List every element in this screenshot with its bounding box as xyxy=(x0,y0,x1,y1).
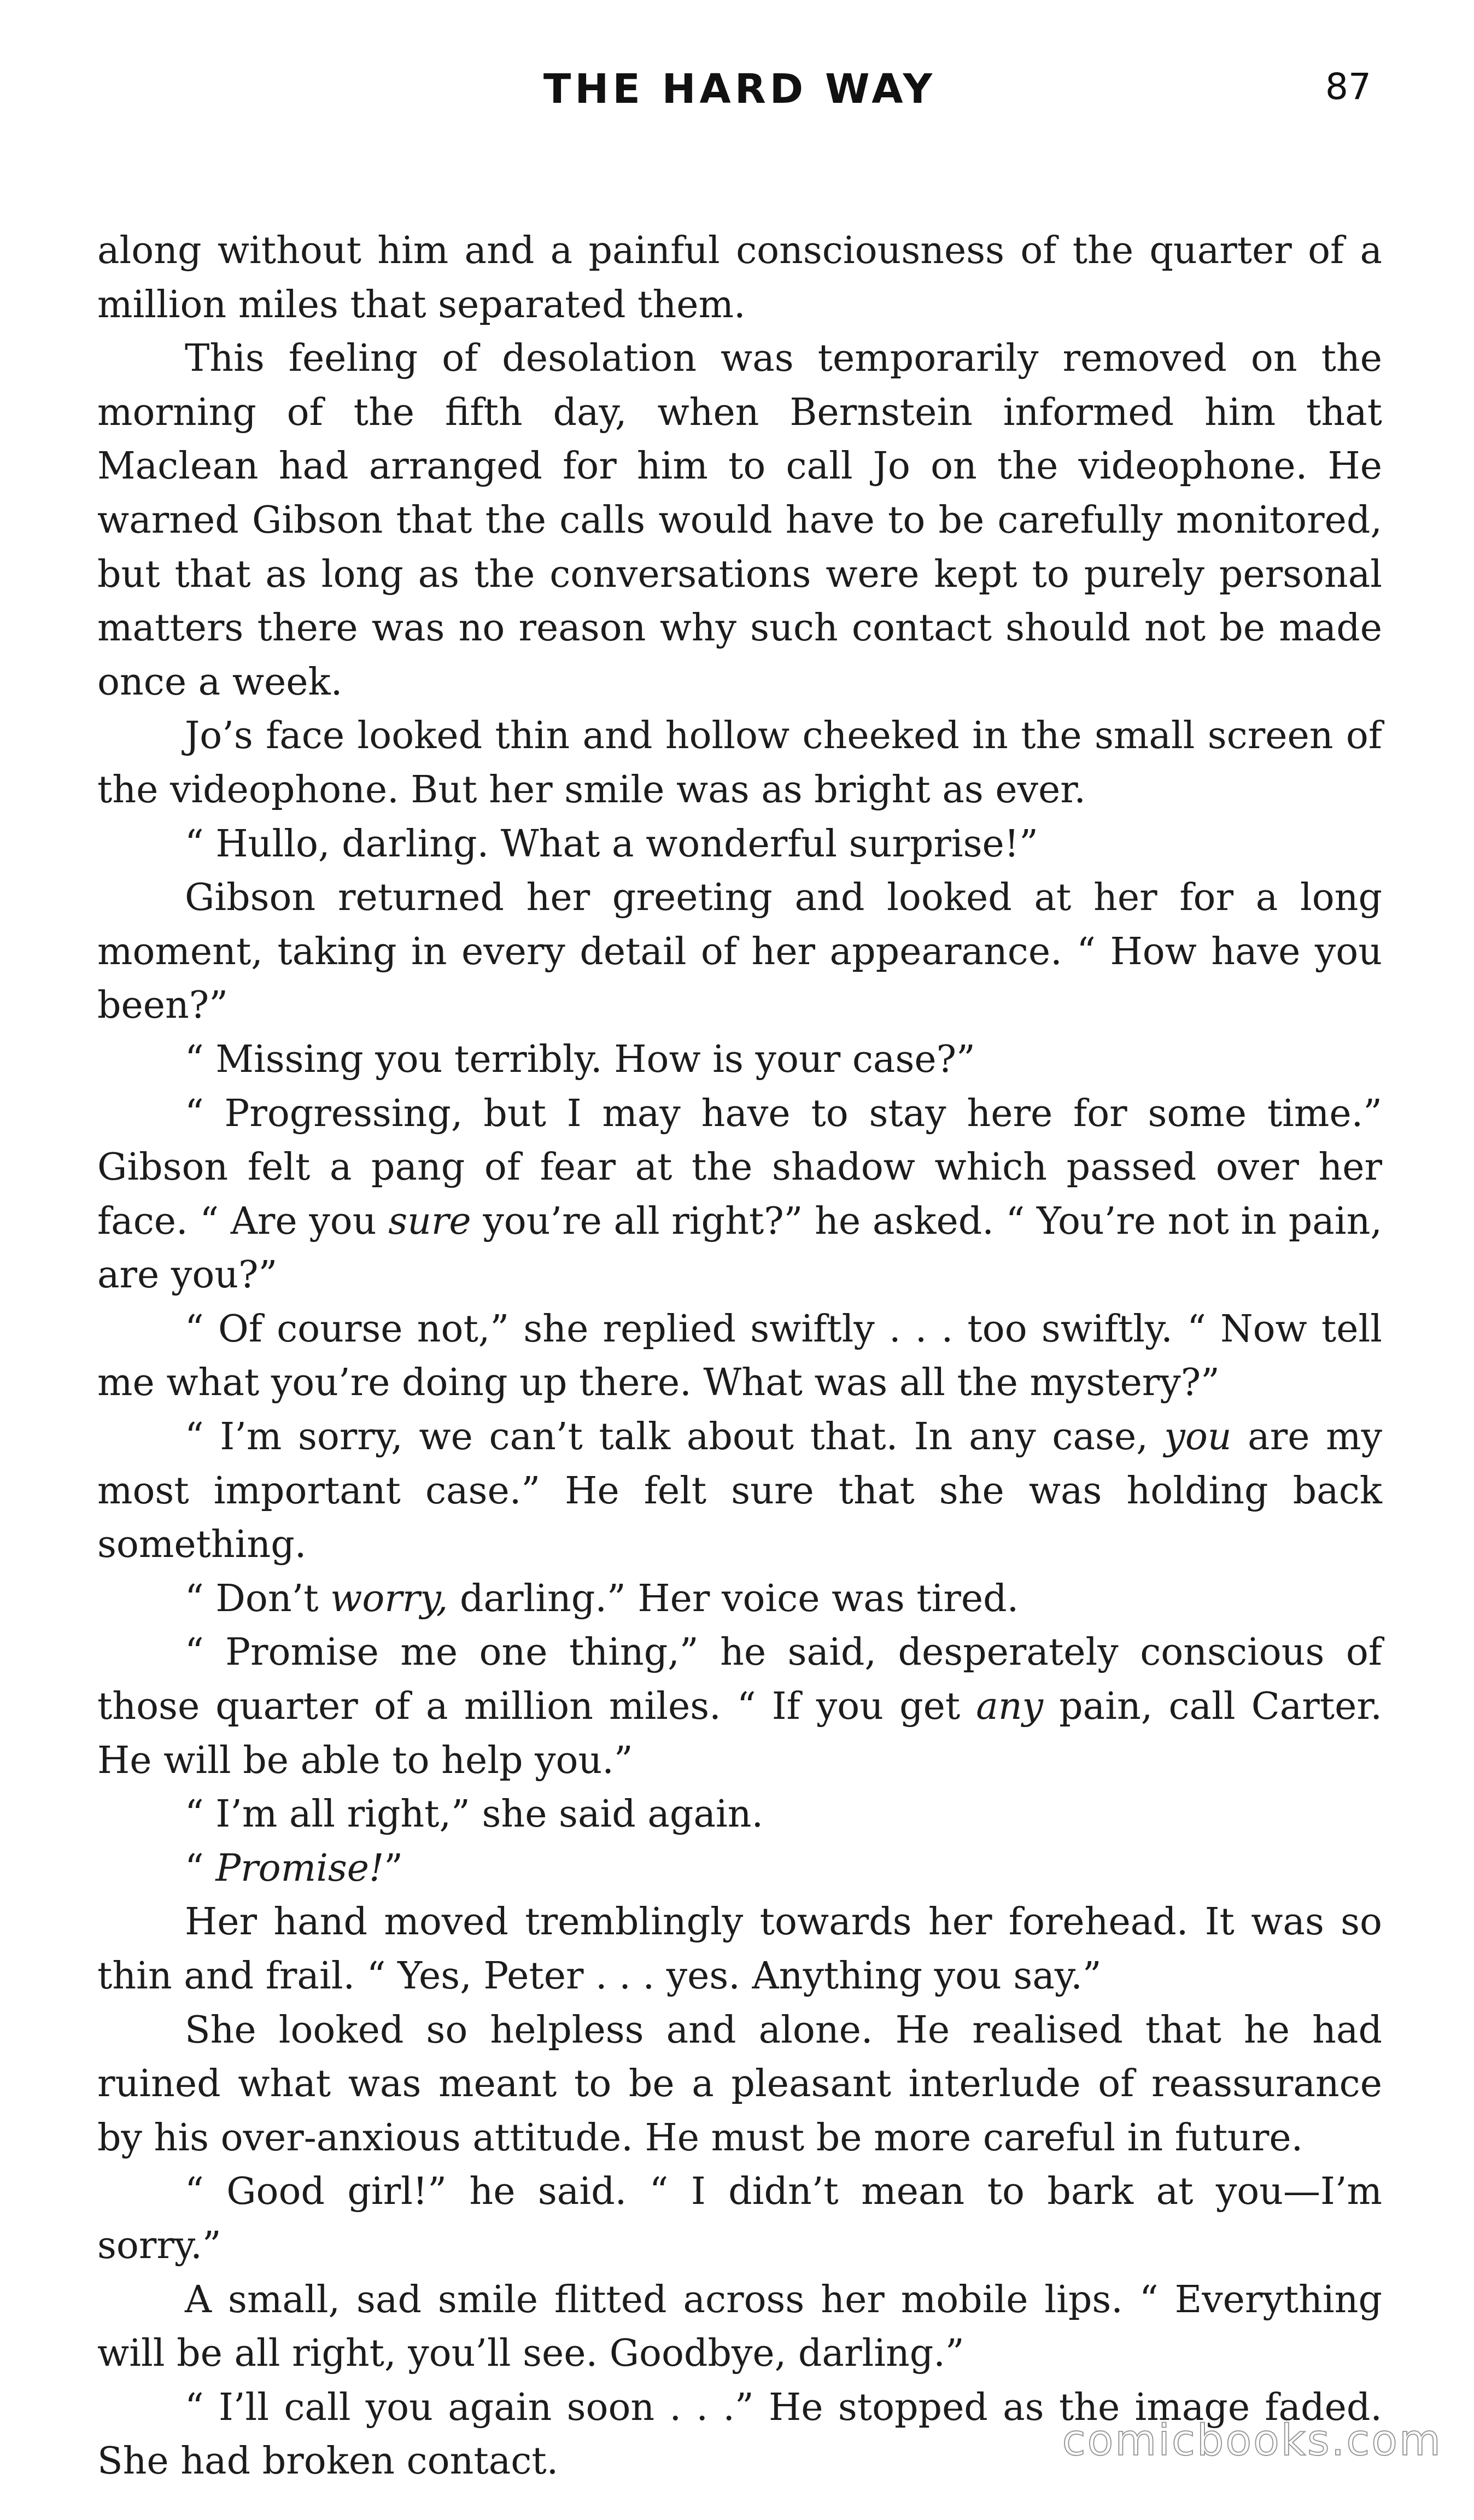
paragraph xyxy=(97,1303,1382,1410)
emphasis-text: any xyxy=(976,1685,1044,1729)
text-run: “ Don’t xyxy=(185,1577,331,1620)
text-run: pain, call Carter. He will be able to help you.” xyxy=(97,1685,1382,1782)
paragraph xyxy=(97,1895,1382,2003)
text-run: “ I’m sorry, we can’t talk about that. In any case, xyxy=(185,1415,1165,1459)
paragraph xyxy=(97,1572,1382,1626)
paragraph xyxy=(97,332,1382,709)
paragraph xyxy=(97,224,1382,332)
paragraph xyxy=(97,871,1382,1033)
book-page xyxy=(97,66,1382,2489)
text-run: “ I’ll call you again soon . . .” He stopped as the image faded. She had broken contact. xyxy=(97,2385,1382,2483)
text-run: “ Missing you terribly. How is your case?” xyxy=(185,1037,975,1081)
emphasis-text: worry, xyxy=(330,1577,448,1620)
paragraph xyxy=(97,1626,1382,1788)
text-run: “ I’m all right,” she said again. xyxy=(185,1793,764,1836)
text-run: darling.” Her voice was tired. xyxy=(448,1577,1019,1620)
paragraph xyxy=(97,1788,1382,1842)
text-run: Jo’s face looked thin and hollow cheeked in the small screen of the videophone. But her smile was as bright as ever. xyxy=(97,714,1382,812)
text-run: ” xyxy=(384,1846,403,1890)
text-run: you’re all right?” he asked. “ You’re not in pain, are you?” xyxy=(97,1199,1382,1297)
text-run: “ xyxy=(185,1846,216,1890)
text-run: along without him and a painful consciousness of the quarter of a million miles that separated them. xyxy=(97,229,1382,326)
text-run: A small, sad smile flitted across her mobile lips. “ Everything will be all right, you’ll see. Goodbye, darling.” xyxy=(97,2278,1382,2376)
paragraph xyxy=(97,709,1382,817)
paragraph xyxy=(97,1410,1382,1572)
emphasis-text: sure xyxy=(388,1199,471,1243)
paragraph xyxy=(97,1842,1382,1896)
text-run: Her hand moved tremblingly towards her forehead. It was so thin and frail. “ Yes, Peter . . . yes. Anything you say.” xyxy=(97,1900,1382,1998)
emphasis-text: Promise! xyxy=(215,1846,384,1890)
site-watermark: comicbooks.com xyxy=(1062,2416,1442,2465)
text-run: “ Good girl!” he said. “ I didn’t mean to bark at you—I’m sorry.” xyxy=(97,2170,1382,2267)
text-run: “ Of course not,” she replied swiftly . . . too swiftly. “ Now tell me what you’re doing up there. What was all the mystery?” xyxy=(97,1307,1382,1405)
paragraph xyxy=(97,2165,1382,2273)
text-run: are my most important case.” He felt sure that she was holding back something. xyxy=(97,1415,1382,1567)
running-header xyxy=(97,66,1382,131)
text-run: “ Hullo, darling. What a wonderful surprise!” xyxy=(185,822,1038,866)
page-number: 87 xyxy=(1325,66,1371,108)
paragraph xyxy=(97,2273,1382,2381)
text-run: “ Progressing, but I may have to stay here for some time.” Gibson felt a pang of fear at the shadow which passed over her face. “ Are you xyxy=(97,1092,1382,1243)
body-text xyxy=(97,224,1382,2489)
paragraph xyxy=(97,2004,1382,2166)
running-head-title: THE HARD WAY xyxy=(543,66,937,113)
paragraph xyxy=(97,1033,1382,1087)
text-run: She looked so helpless and alone. He realised that he had ruined what was meant to be a pleasant interlude of reassurance by his over-anxious attitude. He must be more careful in future. xyxy=(97,2008,1382,2160)
text-run: Gibson returned her greeting and looked at her for a long moment, taking in every detail of her appearance. “ How have you been?” xyxy=(97,876,1382,1028)
paragraph xyxy=(97,1087,1382,1303)
text-run: “ Promise me one thing,” he said, desperately conscious of those quarter of a million miles. “ If you get xyxy=(97,1631,1382,1729)
paragraph xyxy=(97,818,1382,872)
text-run: This feeling of desolation was temporarily removed on the morning of the fifth day, when Bernstein informed him that Maclean had arranged for him to call Jo on the videophone. He warned Gibson that the calls would have to be carefully monitored, but that as long as the conversations were kept to purely personal matters there was no reason why such contact should not be made once a week. xyxy=(97,337,1382,704)
emphasis-text: you xyxy=(1164,1415,1232,1459)
